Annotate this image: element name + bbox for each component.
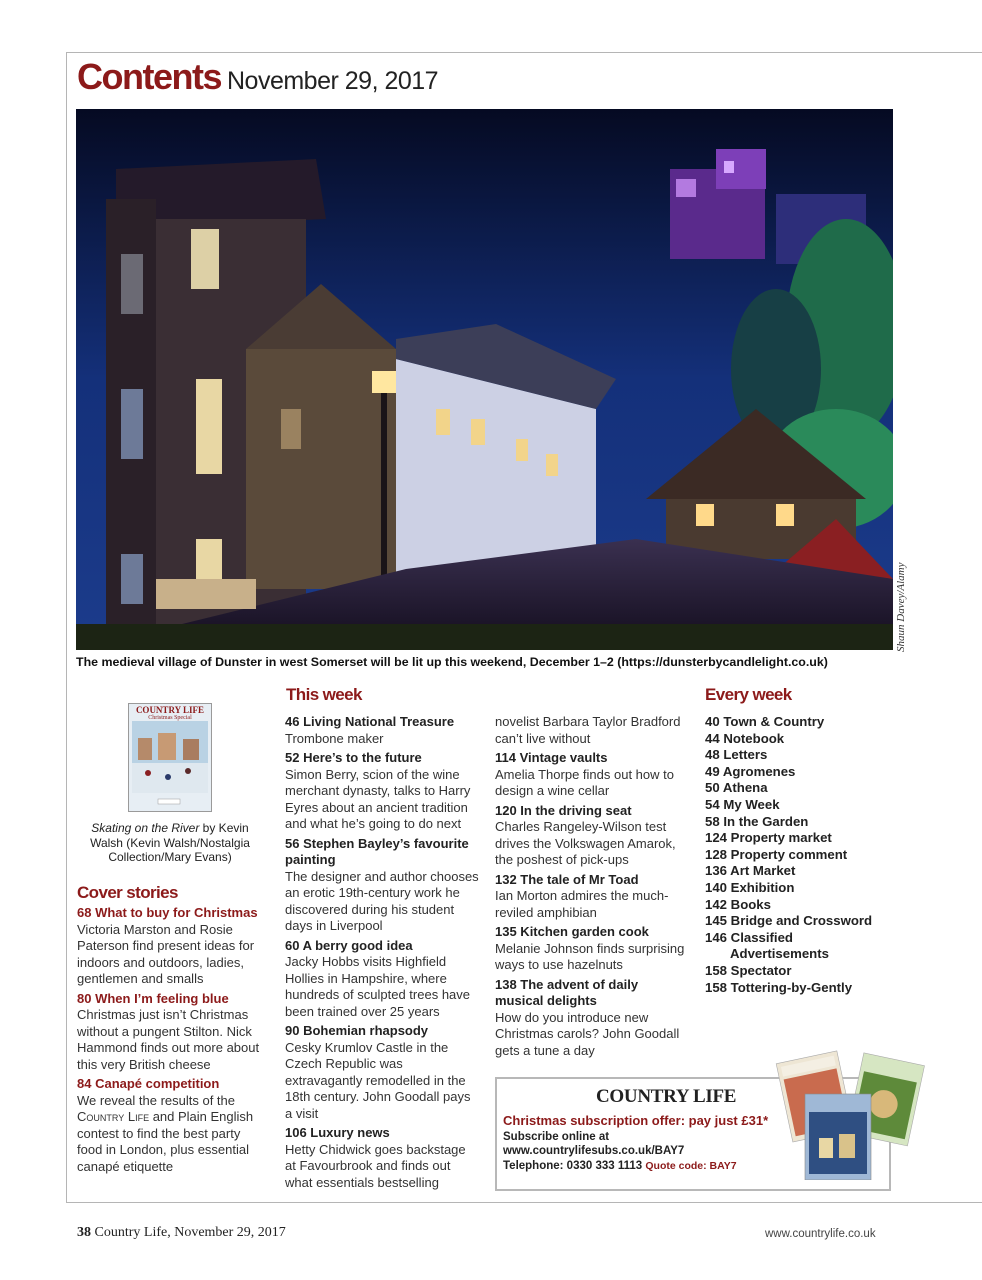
cover-story bbox=[77, 991, 267, 1074]
cover-caption-credit: by Kevin Walsh (Kevin Walsh/Nostalgia Collection/Mary Evans) bbox=[90, 821, 250, 864]
cover-stories-list bbox=[77, 905, 267, 1178]
every-week-item: 136 Art Market bbox=[705, 863, 796, 879]
every-week-item: 145 Bridge and Crossword bbox=[705, 913, 873, 929]
footer-url[interactable]: www.countrylife.co.uk bbox=[765, 1228, 876, 1240]
article-desc: Melanie Johnson finds surprising ways to use hazelnuts bbox=[495, 940, 685, 972]
article-entry bbox=[495, 924, 685, 974]
quote-code: Quote code: BAY7 bbox=[645, 1160, 737, 1172]
story-desc-part: and Plain English contest to find the best party food in London, plus essential canapé etiquette bbox=[77, 1109, 254, 1174]
frame-bottom-rule bbox=[66, 1202, 982, 1203]
every-week-item: 142 Books bbox=[705, 896, 771, 912]
story-title: 80 When I’m feeling blue bbox=[77, 990, 229, 1006]
article-entry bbox=[495, 977, 685, 1060]
article-desc: Hetty Chidwick goes backstage at Favourbrook and finds out what essentials bestselling bbox=[285, 1141, 466, 1190]
every-week-item: 158 Spectator bbox=[705, 962, 792, 978]
this-week-col-2 bbox=[495, 714, 685, 1062]
cover-thumbnail bbox=[128, 703, 212, 812]
cover-story bbox=[77, 1076, 267, 1175]
dunster-photo bbox=[76, 109, 893, 650]
every-week-item-continued: Advertisements bbox=[730, 946, 829, 962]
telephone-number: Telephone: 0330 333 1113 bbox=[503, 1160, 643, 1172]
photo-caption: The medieval village of Dunster in west Somerset will be lit up this weekend, December 1–2 (https://dunsterbycandlelight.co.uk) bbox=[76, 655, 828, 669]
footer-publication: Country Life, November 29, 2017 bbox=[94, 1225, 286, 1240]
article-desc: Jacky Hobbs visits Highfield Hollies in Hampshire, where hundreds of sculpted trees have been trained over 25 years bbox=[285, 954, 471, 1019]
article-desc: Charles Rangeley-Wilson test drives the Volkswagen Amarok, the poshest of pick-ups bbox=[495, 819, 676, 867]
article-desc: Simon Berry, scion of the wine merchant dynasty, talks to Harry Eyres about an ancient tradition and what he’s going to do next bbox=[285, 766, 471, 831]
article-title: 120 In the driving seat bbox=[495, 802, 632, 818]
every-week-item: 40 Town & Country bbox=[705, 714, 825, 729]
cover-caption bbox=[80, 821, 260, 865]
photo-credit: Shaun Davey/Alamy bbox=[895, 562, 907, 652]
story-desc bbox=[77, 1093, 267, 1176]
page-number: 38 bbox=[77, 1225, 91, 1240]
article-entry bbox=[285, 714, 480, 747]
article-title: 90 Bohemian rhapsody bbox=[285, 1023, 429, 1038]
story-desc: Victoria Marston and Rosie Paterson find present ideas for indoors and outdoors, ladies, gentlemen and smalls bbox=[77, 921, 255, 986]
issue-date: November 29, 2017 bbox=[227, 67, 439, 95]
every-week-item: 124 Property market bbox=[705, 830, 832, 846]
page-title bbox=[77, 56, 438, 98]
article-title: 138 The advent of daily musical delights bbox=[495, 976, 639, 1008]
article-desc: The designer and author chooses an erotic 19th-century work he discovered during his student days in Liverpool bbox=[285, 868, 479, 933]
every-week-item: 140 Exhibition bbox=[705, 879, 795, 895]
article-desc: Cesky Krumlov Castle in the Czech Republic was extravagantly remodelled in the 18th century. John Goodall pays a visit bbox=[285, 1039, 471, 1121]
article-title: 56 Stephen Bayley’s favourite painting bbox=[285, 835, 469, 867]
story-title: 84 Canapé competition bbox=[77, 1076, 220, 1091]
magazine-covers-image bbox=[775, 1038, 925, 1180]
cover-painting-title: Skating on the River bbox=[91, 821, 200, 835]
story-title: 68 What to buy for Christmas bbox=[77, 905, 258, 920]
every-week-item: 146 Classified bbox=[705, 929, 793, 945]
page-footer-left bbox=[77, 1225, 286, 1241]
subscription-logo: COUNTRY LIFE bbox=[596, 1086, 737, 1107]
subscription-link[interactable]: Subscribe online at www.countrylifesubs.co.uk/BAY7 bbox=[503, 1131, 685, 1157]
article-title: 132 The tale of Mr Toad bbox=[495, 871, 639, 887]
every-week-item: 158 Tottering-by-Gently bbox=[705, 979, 853, 995]
cover-story bbox=[77, 905, 267, 988]
subscription-telephone bbox=[503, 1160, 737, 1172]
every-week-item: 58 In the Garden bbox=[705, 813, 809, 829]
every-week-item: 54 My Week bbox=[705, 796, 780, 812]
article-entry bbox=[285, 1023, 480, 1122]
article-desc: Amelia Thorpe finds out how to design a wine cellar bbox=[495, 766, 674, 798]
article-title: 106 Luxury news bbox=[285, 1125, 390, 1140]
article-desc: How do you introduce new Christmas carols? John Goodall gets a tune a day bbox=[495, 1009, 680, 1058]
every-week-list bbox=[705, 714, 872, 996]
every-week-item: 49 Agromenes bbox=[705, 763, 796, 779]
article-entry bbox=[285, 938, 480, 1021]
cover-stories-heading: Cover stories bbox=[77, 883, 178, 902]
article-entry bbox=[285, 836, 480, 935]
story-desc: Christmas just isn’t Christmas without a pungent Stilton. Nick Hammond finds out more about this very British cheese bbox=[77, 1007, 260, 1072]
article-desc: Trombone maker bbox=[285, 730, 384, 746]
article-desc-continued: novelist Barbara Taylor Bradford can’t live without bbox=[495, 714, 681, 746]
every-week-heading: Every week bbox=[705, 685, 792, 704]
article-title: 52 Here’s to the future bbox=[285, 750, 422, 765]
every-week-item: 50 Athena bbox=[705, 780, 768, 796]
article-title: 46 Living National Treasure bbox=[285, 714, 455, 729]
cover-subtitle: Christmas Special bbox=[148, 715, 192, 721]
story-desc-part: We reveal the results of the bbox=[77, 1092, 236, 1108]
article-entry bbox=[495, 872, 685, 922]
this-week-col-1 bbox=[285, 714, 480, 1194]
cover-masthead: COUNTRY LIFE bbox=[135, 705, 205, 715]
frame-left-rule bbox=[66, 52, 67, 1202]
subscription-offer: Christmas subscription offer: pay just £31* bbox=[503, 1113, 769, 1128]
frame-top-rule bbox=[66, 52, 982, 53]
every-week-item: 48 Letters bbox=[705, 747, 768, 763]
article-desc: Ian Morton admires the much-reviled amphibian bbox=[495, 888, 669, 920]
article-title: 114 Vintage vaults bbox=[495, 750, 608, 765]
article-entry bbox=[285, 750, 480, 833]
every-week-item: 44 Notebook bbox=[705, 730, 785, 746]
article-entry bbox=[495, 750, 685, 800]
article-entry bbox=[285, 1125, 480, 1191]
every-week-item: 128 Property comment bbox=[705, 846, 848, 862]
article-entry bbox=[495, 803, 685, 869]
this-week-heading: This week bbox=[286, 685, 362, 704]
article-title: 135 Kitchen garden cook bbox=[495, 924, 649, 939]
country-life-smallcaps: Country Life bbox=[77, 1109, 150, 1124]
article-title: 60 A berry good idea bbox=[285, 937, 413, 953]
contents-heading: Contents bbox=[77, 56, 221, 97]
